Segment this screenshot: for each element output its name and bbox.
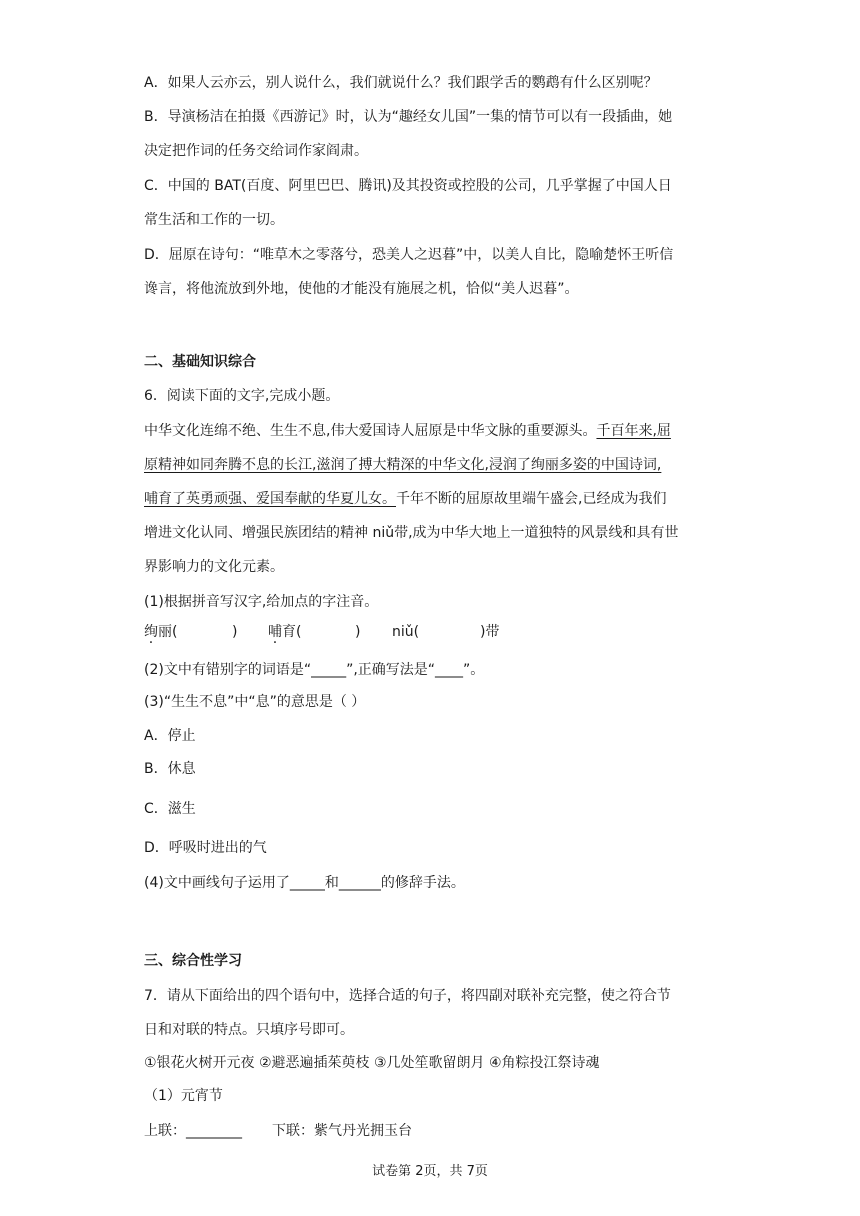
pinyin-item-1-close: ): [232, 624, 238, 640]
pinyin-item-3-close: )带: [480, 624, 500, 640]
q6-sub1: (1)根据拼音写汉字,给加点的字注音。: [144, 594, 379, 610]
pinyin-item-2: 哺育(: [268, 624, 302, 640]
q5-option-b: B．导演杨洁在拍摄《西游记》时，认为“趣经女儿国”一集的情节可以有一段插曲，她: [144, 109, 673, 125]
q5-option-d: D．屈原在诗句：“唯草木之零落兮，恐美人之迟暮”中，以美人自比，隐喻楚怀王听信: [144, 247, 674, 263]
dotted-char: 哺: [268, 624, 282, 640]
q6-title: 6．阅读下面的文字,完成小题。: [144, 388, 340, 404]
q6-option-b: B．休息: [144, 761, 196, 777]
q7-line-2: 日和对联的特点。只填序号即可。: [144, 1022, 354, 1038]
passage-line-3: [144, 489, 666, 509]
q7-choices: ①银花火树开元夜 ②避恶遍插茱萸枝 ③几处笙歌留朗月 ④角粽投江祭诗魂: [144, 1055, 600, 1071]
passage-text: 千年不断的屈原故里端午盛会,已经成为我们: [396, 491, 667, 507]
page-footer: 试卷第 2页，共 7页: [372, 1164, 488, 1179]
passage-line-4: 增进文化认同、增强民族团结的精神 niǔ带,成为中华大地上一道独特的风景线和具有世: [144, 525, 679, 541]
dotted-char: 绚: [144, 624, 158, 640]
q6-option-c: C．滋生: [144, 801, 196, 817]
q5-option-c-cont: 常生活和工作的一切。: [144, 212, 284, 228]
pinyin-item-2-close: ): [355, 624, 361, 640]
section-heading-2: 二、基础知识综合: [144, 354, 256, 370]
pinyin-item-1: 绚丽(: [144, 624, 178, 640]
passage-line-1: [144, 421, 671, 441]
q7-sub1: （1）元宵节: [144, 1088, 223, 1104]
q5-option-d-cont: 谗言，将他流放到外地，使他的才能没有施展之机，恰似“美人迟暮”。: [144, 281, 579, 297]
couplet-lower: 下联：紫气丹光拥玉台: [272, 1123, 412, 1139]
q5-option-c: C．中国的 BAT(百度、阿里巴巴、腾讯)及其投资或控股的公司，几乎掌握了中国人日: [144, 178, 672, 194]
passage-text: 中华文化连绵不绝、生生不息,伟大爱国诗人屈原是中华文脉的重要源头。: [144, 423, 597, 439]
q5-option-a: A．如果人云亦云，别人说什么，我们就说什么？我们跟学舌的鹦鹉有什么区别呢？: [144, 75, 658, 91]
q6-sub2: (2)文中有错别字的词语是“_____”,正确写法是“____”。: [144, 662, 485, 678]
q6-option-d: D．呼吸时进出的气: [144, 840, 267, 856]
section-heading-3: 三、综合性学习: [144, 953, 242, 969]
underlined-sentence: 哺育了英勇顽强、爱国奉献的华夏儿女。: [144, 491, 396, 507]
q5-option-b-cont: 决定把作词的任务交给词作家阎肃。: [144, 143, 368, 159]
q7-line-1: 7．请从下面给出的四个语句中，选择合适的句子，将四副对联补充完整，使之符合节: [144, 988, 671, 1004]
passage-line-5: 界影响力的文化元素。: [144, 559, 284, 575]
underlined-sentence: 千百年来,屈: [596, 423, 671, 439]
couplet-upper: 上联：________: [144, 1123, 242, 1139]
q6-option-a: A．停止: [144, 728, 196, 744]
q6-sub4: (4)文中画线句子运用了_____和______的修辞手法。: [144, 875, 465, 891]
pinyin-item-3: niǔ(: [392, 624, 420, 640]
q6-sub3: (3)“生生不息”中“息”的意思是（ ）: [144, 694, 366, 710]
passage-line-2: 原精神如同奔腾不息的长江,滋润了搏大精深的中华文化,浸润了绚丽多姿的中国诗词,: [144, 457, 662, 473]
